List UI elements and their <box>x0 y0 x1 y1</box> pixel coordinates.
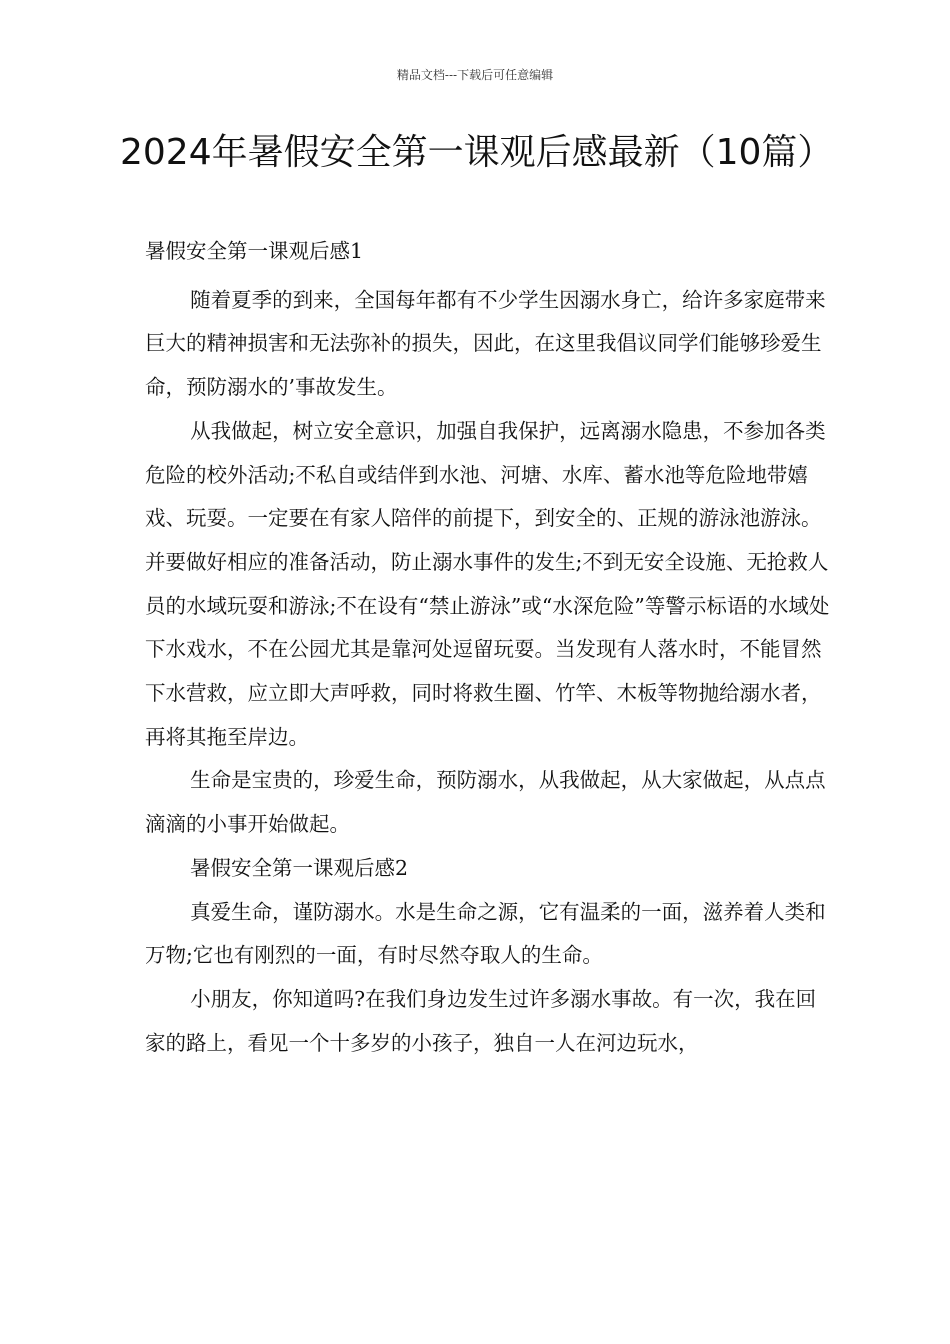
paragraph: 随着夏季的到来，全国每年都有不少学生因溺水身亡，给许多家庭带来巨大的精神损害和无法弥补的损失，因此，在这里我倡议同学们能够珍爱生命，预防溺水的’事故发生。 <box>145 287 826 400</box>
section-heading-1: 暑假安全第一课观后感1 <box>145 239 364 263</box>
paragraph: 小朋友，你知道吗?在我们身边发生过许多溺水事故。有一次，我在回家的路上，看见一个十多岁的小孩子，独自一人在河边玩水， <box>145 986 817 1055</box>
paragraph: 从我做起，树立安全意识，加强自我保护，远离溺水隐患，不参加各类危险的校外活动;不私自或结伴到水池、河塘、水库、蓄水池等危险地带嬉戏、玩耍。一定要在有家人陪伴的前提下，到安全的、正规的游泳池游泳。并要做好相应的准备活动，防止溺水事件的发生;不到无安全设施、无抢救人员的水域玩耍和游泳;不在设有“禁止游泳”或“水深危险”等警示标语的水域处下水戏水，不在公园尤其是靠河处逗留玩耍。当发现有人落水时，不能冒然下水营救，应立即大声呼救，同时将救生圈、竹竿、木板等物抛给溺水者，再将其拖至岸边。 <box>145 418 830 749</box>
paragraph: 生命是宝贵的，珍爱生命，预防溺水，从我做起，从大家做起，从点点滴滴的小事开始做起。 <box>145 768 826 837</box>
section-heading-2: 暑假安全第一课观后感2 <box>190 855 409 880</box>
header-note: 精品文档---下载后可任意编辑 <box>396 68 554 82</box>
document-body <box>145 230 835 1065</box>
document-title: 2024年暑假安全第一课观后感最新（10篇） <box>120 132 834 173</box>
paragraph: 真爱生命，谨防溺水。水是生命之源，它有温柔的一面，滋养着人类和万物;它也有刚烈的一面，有时尽然夺取人的生命。 <box>145 899 826 968</box>
